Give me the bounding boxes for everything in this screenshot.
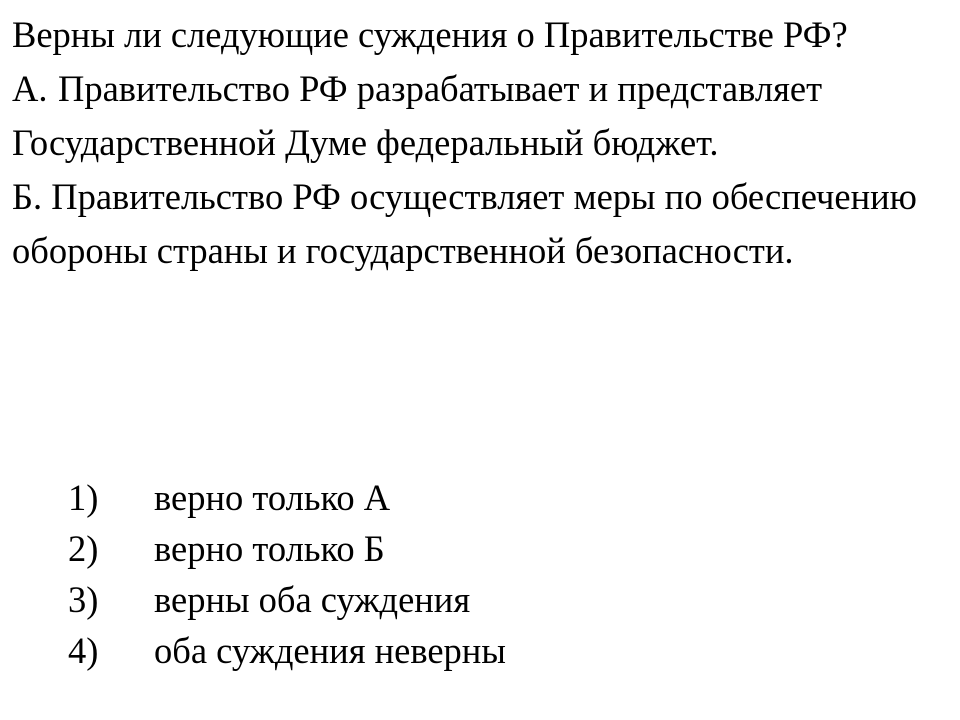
answer-option-4[interactable]	[68, 625, 506, 676]
option-text: верно только А	[154, 477, 391, 518]
option-number: 4)	[68, 630, 99, 671]
answer-option-2[interactable]	[68, 523, 506, 574]
answer-option-1[interactable]	[68, 472, 506, 523]
answer-options	[68, 472, 506, 676]
option-number: 3)	[68, 579, 99, 620]
answer-option-3[interactable]	[68, 574, 506, 625]
statement-a	[12, 62, 942, 170]
question-text: Верны ли следующие суждения о Правительстве РФ?	[12, 14, 848, 55]
statement-b-text: Правительство РФ осуществляет меры по обеспечению обороны страны и государственной безопасности.	[12, 176, 917, 271]
question-block	[12, 8, 942, 278]
statement-a-text: Правительство РФ разрабатывает и представляет Государственной Думе федеральный бюджет.	[12, 68, 823, 163]
statement-b-marker: Б.	[12, 176, 43, 217]
option-text: оба суждения неверны	[154, 630, 506, 671]
option-text: верны оба суждения	[154, 579, 471, 620]
option-number: 2)	[68, 528, 99, 569]
statement-b	[12, 170, 942, 278]
statement-a-marker: А.	[12, 68, 48, 109]
option-number: 1)	[68, 477, 99, 518]
option-text: верно только Б	[154, 528, 385, 569]
